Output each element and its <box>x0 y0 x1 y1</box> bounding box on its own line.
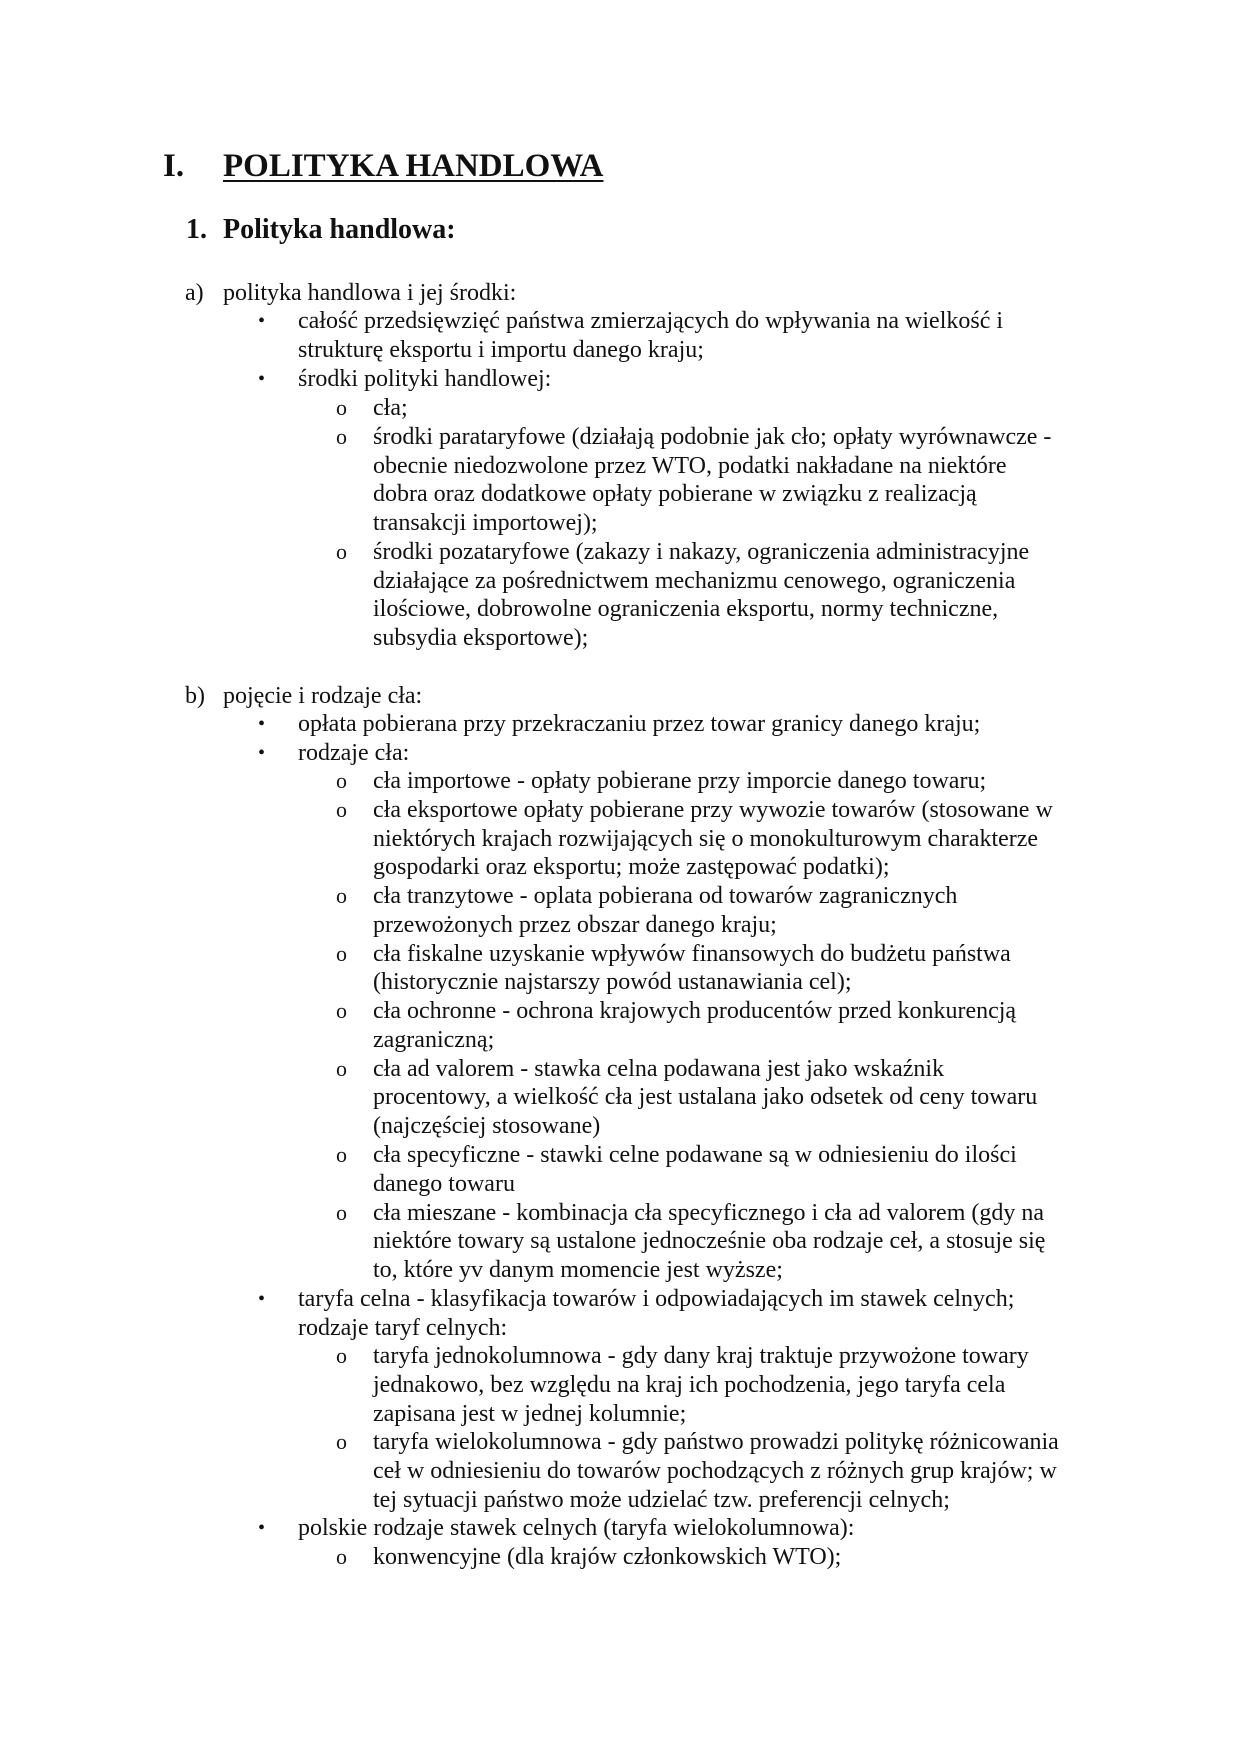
list-item-text: (historycznie najstarszy powód ustanawiania cel); <box>373 969 852 995</box>
list-item-text: cła; <box>373 395 408 421</box>
list-item-text: cła ochronne - ochrona krajowych producentów przed konkurencją <box>373 998 1017 1024</box>
list-item-text: konwencyjne (dla krajów członkowskich WTO); <box>373 1544 842 1570</box>
list-item-text: tej sytuacji państwo może udzielać tzw. preferencji celnych; <box>373 1487 950 1513</box>
list-item-text: polskie rodzaje stawek celnych (taryfa wielokolumnowa): <box>298 1515 855 1541</box>
list-item-text: opłata pobierana przy przekraczaniu przez towar granicy danego kraju; <box>298 711 981 737</box>
list-item-text: cła eksportowe opłaty pobierane przy wywozie towarów (stosowane w <box>373 797 1053 823</box>
list-marker-a: a) <box>185 280 204 306</box>
list-item-text: niektórych krajach rozwijających się o monokulturowym charakterze <box>373 826 1039 852</box>
circle-bullet-icon: o <box>336 768 347 793</box>
list-item-text: cła ad valorem - stawka celna podawana jest jako wskaźnik <box>373 1056 945 1082</box>
list-item-text: zapisana jest w jednej kolumnie; <box>373 1401 687 1427</box>
list-item-text: cła fiskalne uzyskanie wpływów finansowych do budżetu państwa <box>373 941 1011 967</box>
list-item-text: (najczęściej stosowane) <box>373 1113 601 1139</box>
bullet-icon: • <box>258 742 266 764</box>
section-number: 1. <box>186 214 207 245</box>
bullet-icon: • <box>258 368 266 390</box>
list-item-text: to, które yv danym momencie jest wyższe; <box>373 1257 783 1283</box>
list-item-text: taryfa celna - klasyfikacja towarów i odpowiadających im stawek celnych; <box>298 1286 1015 1312</box>
circle-bullet-icon: o <box>336 883 347 908</box>
circle-bullet-icon: o <box>336 797 347 822</box>
section-title: Polityka handlowa: <box>223 214 456 245</box>
circle-bullet-icon: o <box>336 539 347 564</box>
list-item-text: danego towaru <box>373 1171 515 1197</box>
list-item-text: rodzaje taryf celnych: <box>298 1315 508 1341</box>
list-item-text: cła specyficzne - stawki celne podawane są w odniesieniu do ilości <box>373 1142 1017 1168</box>
circle-bullet-icon: o <box>336 1142 347 1167</box>
list-item-text: środki polityki handlowej: <box>298 366 552 392</box>
list-item-text: procentowy, a wielkość cła jest ustalana jako odsetek od ceny towaru <box>373 1084 1038 1110</box>
chapter-title: POLITYKA HANDLOWA <box>223 148 604 184</box>
list-item-text: obecnie niedozwolone przez WTO, podatki nakładane na niektóre <box>373 453 1007 479</box>
list-marker-b: b) <box>185 683 205 709</box>
list-item-text: przewożonych przez obszar danego kraju; <box>373 912 777 938</box>
list-item-text: ceł w odniesieniu do towarów pochodzących z różnych grup krajów; w <box>373 1458 1057 1484</box>
circle-bullet-icon: o <box>336 1429 347 1454</box>
list-item-text: dobra oraz dodatkowe opłaty pobierane w związku z realizacją <box>373 481 977 507</box>
list-item-text: zagraniczną; <box>373 1027 495 1053</box>
bullet-icon: • <box>258 713 266 735</box>
list-item-text: środki parataryfowe (działają podobnie jak cło; opłaty wyrównawcze - <box>373 424 1052 450</box>
circle-bullet-icon: o <box>336 941 347 966</box>
list-item-text: strukturę eksportu i importu danego kraju; <box>298 337 704 363</box>
circle-bullet-icon: o <box>336 424 347 449</box>
list-item-text: całość przedsięwzięć państwa zmierzających do wpływania na wielkość i <box>298 308 1004 334</box>
list-item-text: subsydia eksportowe); <box>373 625 589 651</box>
circle-bullet-icon: o <box>336 1343 347 1368</box>
section-b-title: pojęcie i rodzaje cła: <box>223 683 423 709</box>
circle-bullet-icon: o <box>336 1200 347 1225</box>
list-item-text: rodzaje cła: <box>298 740 410 766</box>
section-a-title: polityka handlowa i jej środki: <box>223 280 517 306</box>
list-item-text: taryfa wielokolumnowa - gdy państwo prowadzi politykę różnicowania <box>373 1429 1059 1455</box>
circle-bullet-icon: o <box>336 395 347 420</box>
list-item-text: niektóre towary są ustalone jednocześnie oba rodzaje ceł, a stosuje się <box>373 1228 1046 1254</box>
list-item-text: taryfa jednokolumnowa - gdy dany kraj traktuje przywożone towary <box>373 1343 1029 1369</box>
circle-bullet-icon: o <box>336 998 347 1023</box>
list-item-text: działające za pośrednictwem mechanizmu cenowego, ograniczenia <box>373 568 1016 594</box>
list-item-text: cła importowe - opłaty pobierane przy imporcie danego towaru; <box>373 768 987 794</box>
bullet-icon: • <box>258 1517 266 1539</box>
list-item-text: cła tranzytowe - oplata pobierana od towarów zagranicznych <box>373 883 958 909</box>
list-item-text: jednakowo, bez względu na kraj ich pochodzenia, jego taryfa cela <box>373 1372 1006 1398</box>
list-item-text: ilościowe, dobrowolne ograniczenia eksportu, normy techniczne, <box>373 596 999 622</box>
chapter-number: I. <box>163 148 185 184</box>
bullet-icon: • <box>258 310 266 332</box>
bullet-icon: • <box>258 1288 266 1310</box>
list-item-text: gospodarki oraz eksportu; może zastępować podatki); <box>373 854 890 880</box>
circle-bullet-icon: o <box>336 1056 347 1081</box>
circle-bullet-icon: o <box>336 1544 347 1569</box>
list-item-text: cła mieszane - kombinacja cła specyficznego i cła ad valorem (gdy na <box>373 1200 1045 1226</box>
list-item-text: transakcji importowej); <box>373 510 598 536</box>
list-item-text: środki pozataryfowe (zakazy i nakazy, ograniczenia administracyjne <box>373 539 1030 565</box>
